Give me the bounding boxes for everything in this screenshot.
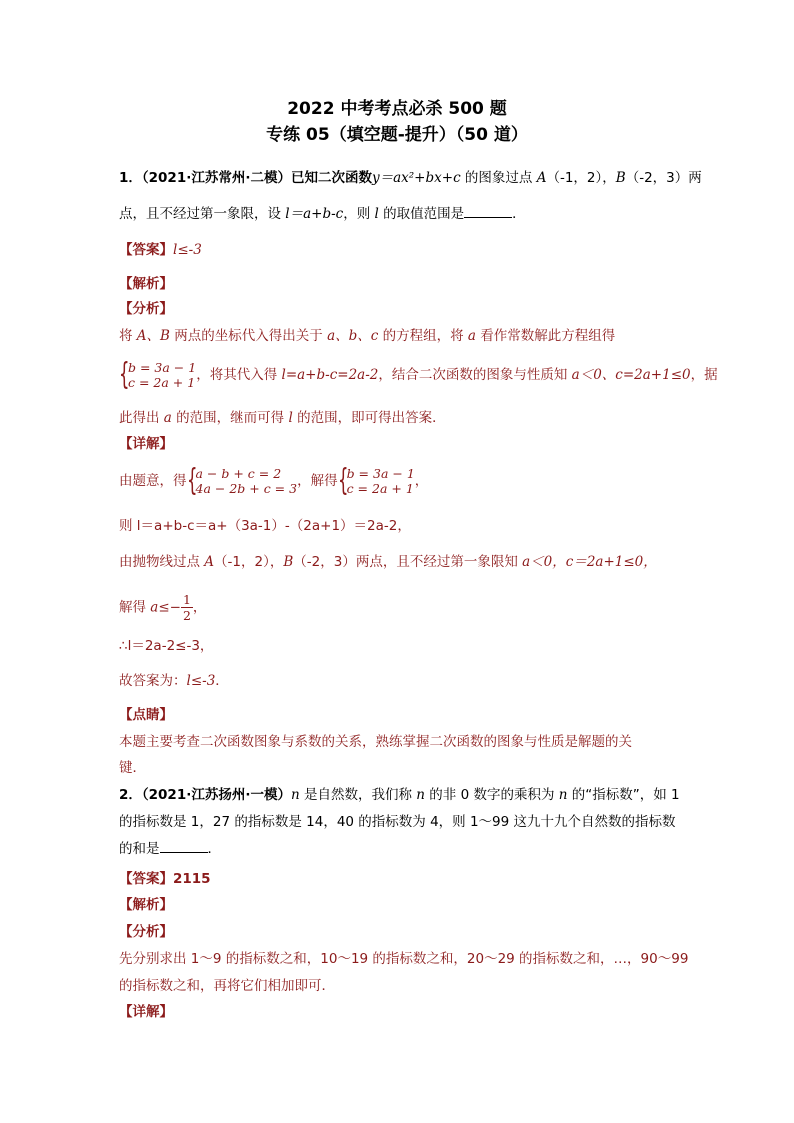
q2-xiangjie-heading: 【详解】: [119, 1004, 173, 1020]
q2-stem-line-3: 的和是 ．: [119, 841, 221, 857]
q2-stem-line-2: 的指标数是 1，27 的指标数是 14，40 的指标数为 4，则 1～99 这九十九个自然数的指标数: [119, 814, 676, 830]
left-brace-icon: {: [119, 357, 130, 392]
q2-analysis-line-1: 先分别求出 1～9 的指标数之和，10～19 的指标数之和，20～29 的指标数之和，…，90～99: [119, 951, 689, 967]
q1-analysis-line-3: 此得出 a 的范围，继而可得 l 的范围，即可得出答案．: [119, 410, 446, 426]
document-title: 2022 中考考点必杀 500 题: [287, 99, 507, 119]
q1-answer: 【答案】l≤-3: [119, 242, 202, 258]
q1-detail-line-2: 则 l＝a+b-c＝a+（3a-1）-（2a+1）＝2a-2，: [119, 518, 411, 534]
q1-xiangjie-heading: 【详解】: [119, 436, 173, 452]
q2-fenxi-heading: 【分析】: [119, 924, 173, 940]
q1-fenxi-heading: 【分析】: [119, 301, 173, 317]
q1-detail-line-6: 故答案为：l≤-3．: [119, 673, 229, 689]
equation-system: { b = 3a − 1 c = 2a + 1: [337, 463, 415, 498]
q1-dianjing-heading: 【点睛】: [119, 707, 173, 723]
equation-system: { b = 3a − 1 c = 2a + 1: [119, 357, 197, 392]
q1-detail-line-5: ∴l＝2a-2≤-3，: [119, 638, 214, 654]
q2-stem-line-1: 2．（2021·江苏扬州·一模）n 是自然数，我们称 n 的非 0 数字的乘积为 n 的“指标数”，如 1: [119, 787, 680, 803]
q1-detail-line-3: 由抛物线过点 A（-1，2），B（-2，3）两点，且不经过第一象限知 a＜0，c＝2a+1≤0，: [119, 554, 657, 570]
q1-jiexi-heading: 【解析】: [119, 276, 173, 292]
q2-analysis-line-2: 的指标数之和，再将它们相加即可．: [119, 978, 335, 994]
q1-stem-line-2: 点，且不经过第一象限，设 l＝a+b-c，则 l 的取值范围是 ．: [119, 206, 526, 222]
q2-answer: 【答案】2115: [119, 871, 211, 887]
q1-comment-line-1: 本题主要考查二次函数图象与系数的关系，熟练掌握二次函数的图象与性质是解题的关: [119, 734, 632, 750]
q1-analysis-line-1: 将 A、B 两点的坐标代入得出关于 a、b、c 的方程组，将 a 看作常数解此方程组得: [119, 328, 616, 344]
equation-system: { a − b + c = 2 4a − 2b + c = 3: [186, 463, 298, 498]
q1-detail-line-4: 解得 a≤− $\frac{1}{2}$ ，: [119, 592, 207, 623]
q1-comment-line-2: 键．: [119, 760, 146, 776]
document-subtitle: 专练 05（填空题-提升）（50 道）: [266, 125, 528, 145]
q1-stem-line-1: 1．（2021·江苏常州·二模）已知二次函数y＝ax²+bx+c 的图象过点 A（-1，2），B（-2，3）两: [119, 170, 702, 186]
answer-blank: [160, 840, 208, 853]
q1-detail-line-1: 由题意，得 { a − b + c = 2 4a − 2b + c = 3 ，解得 { b = 3a − 1 c = 2a + 1 ，: [119, 463, 429, 498]
fraction: $\frac{1}{2}$: [182, 592, 191, 623]
left-brace-icon: {: [337, 463, 349, 498]
q2-jiexi-heading: 【解析】: [119, 897, 173, 913]
q1-analysis-line-2: { b = 3a − 1 c = 2a + 1 ，将其代入得 l=a+b-c=2a-2，结合二次函数的图象与性质知 a＜0、c=2a+1≤0，据: [119, 357, 718, 392]
left-brace-icon: {: [186, 463, 198, 498]
answer-blank: [464, 205, 512, 218]
